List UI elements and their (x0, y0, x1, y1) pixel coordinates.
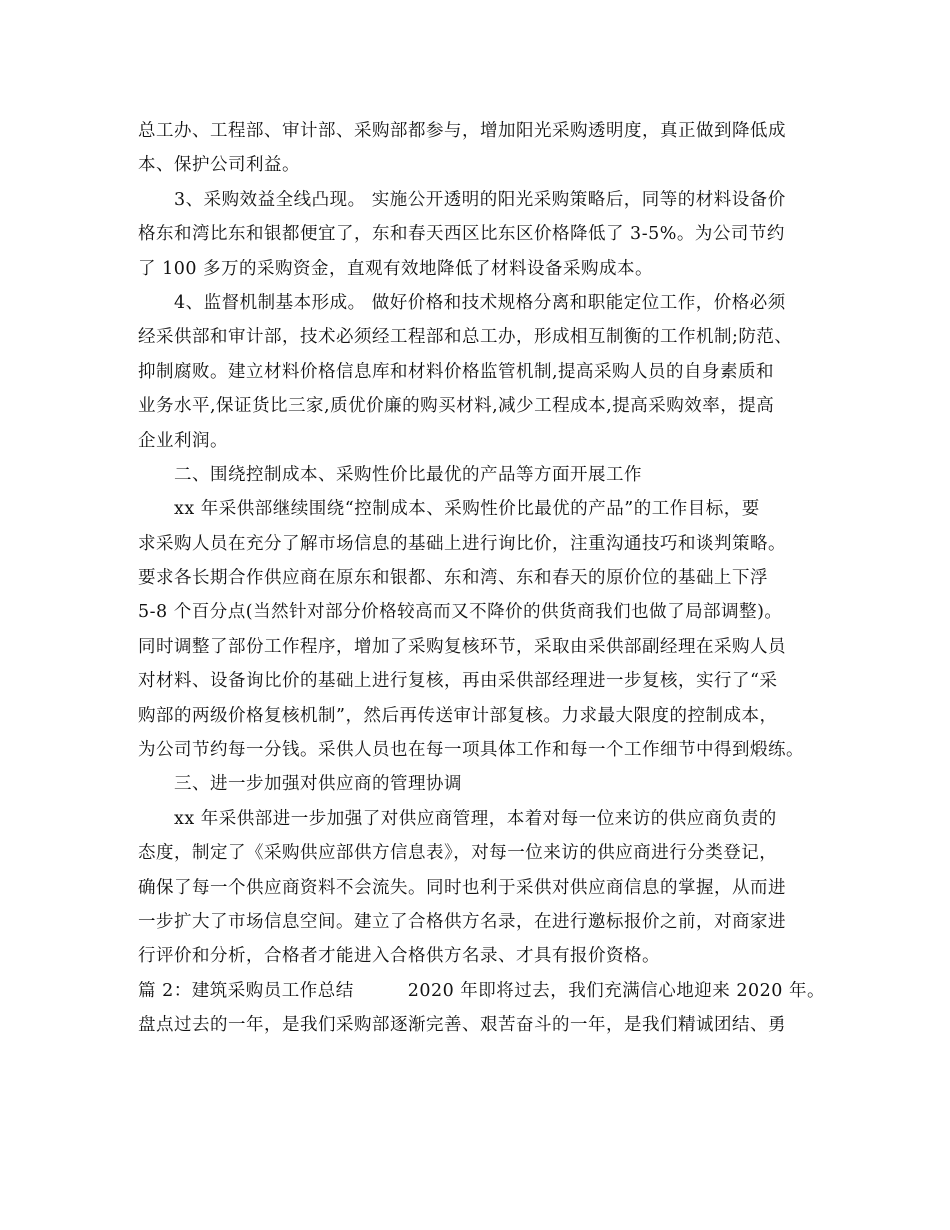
article-first-sentence: 2020 年即将过去，我们充满信心地迎来 2020 年。 (407, 980, 825, 1001)
paragraph-line: 同时调整了部份工作程序，增加了采购复核环节，采取由采供部副经理在采购人员 (138, 636, 786, 657)
paragraph-line: 本、保护公司利益。 (138, 155, 300, 176)
article-title-line (138, 974, 828, 1008)
paragraph-line: 行评价和分析，合格者才能进入合格供方名录、才具有报价资格。 (138, 946, 660, 967)
paragraph-line: 要求各长期合作供应商在原东和银都、东和湾、东和春天的原价位的基础上下浮 (138, 568, 768, 589)
paragraph-line: 盘点过去的一年，是我们采购部逐渐完善、艰苦奋斗的一年，是我们精诚团结、勇 (138, 1015, 786, 1036)
paragraph-line: 经采供部和审计部，技术必须经工程部和总工办，形成相互制衡的工作机制;防范、 (138, 327, 793, 348)
paragraph-line: xx 年采供部继续围绕“控制成本、采购性价比最优的产品”的工作目标，要 (174, 499, 760, 520)
article-title: 篇 2：建筑采购员工作总结 (138, 980, 354, 1001)
paragraph-line: 3、采购效益全线凸现。 实施公开透明的阳光采购策略后，同等的材料设备价 (174, 189, 786, 210)
paragraph-line: 求采购人员在充分了解市场信息的基础上进行询比价，注重沟通技巧和谈判策略。 (138, 533, 786, 554)
paragraph-line: 了 100 多万的采购资金，直观有效地降低了材料设备采购成本。 (138, 258, 654, 279)
paragraph-line: 购部的两级价格复核机制”，然后再传送审计部复核。力求最大限度的控制成本， (138, 705, 778, 726)
document-body (138, 114, 828, 1043)
section-heading: 二、围绕控制成本、采购性价比最优的产品等方面开展工作 (174, 464, 642, 485)
paragraph-line: 对材料、设备询比价的基础上进行复核，再由采供部经理进一步复核，实行了“采 (138, 671, 778, 692)
paragraph-line: 为公司节约每一分钱。采供人员也在每一项具体工作和每一个工作细节中得到煅练。 (138, 740, 804, 761)
paragraph-line: 企业利润。 (138, 430, 228, 451)
paragraph-line: 5-8 个百分点(当然针对部分价格较高而又不降价的供货商我们也做了局部调整)。 (138, 602, 783, 623)
paragraph-line: 一步扩大了市场信息空间。建立了合格供方名录，在进行邀标报价之前，对商家进 (138, 911, 786, 932)
paragraph-line: 抑制腐败。建立材料价格信息库和材料价格监管机制,提高采购人员的自身素质和 (138, 361, 775, 382)
paragraph-line: 业务水平,保证货比三家,质优价廉的购买材料,减少工程成本,提高采购效率，提高 (138, 396, 775, 417)
paragraph-line: 总工办、工程部、审计部、采购部都参与，增加阳光采购透明度，真正做到降低成 (138, 121, 786, 141)
paragraph-line: xx 年采供部进一步加强了对供应商管理，本着对每一位来访的供应商负责的 (174, 808, 777, 829)
paragraph-line: 态度，制定了《采购供应部供方信息表》，对每一位来访的供应商进行分类登记， (138, 843, 778, 864)
paragraph-line: 格东和湾比东和银都便宜了，东和春天西区比东区价格降低了 3-5%。为公司节约 (138, 224, 785, 245)
paragraph-line: 确保了每一个供应商资料不会流失。同时也利于采供对供应商信息的掌握，从而进 (138, 877, 786, 898)
section-heading: 三、进一步加强对供应商的管理协调 (174, 774, 462, 795)
paragraph-line: 4、监督机制基本形成。 做好价格和技术规格分离和职能定位工作，价格必须 (174, 292, 786, 313)
